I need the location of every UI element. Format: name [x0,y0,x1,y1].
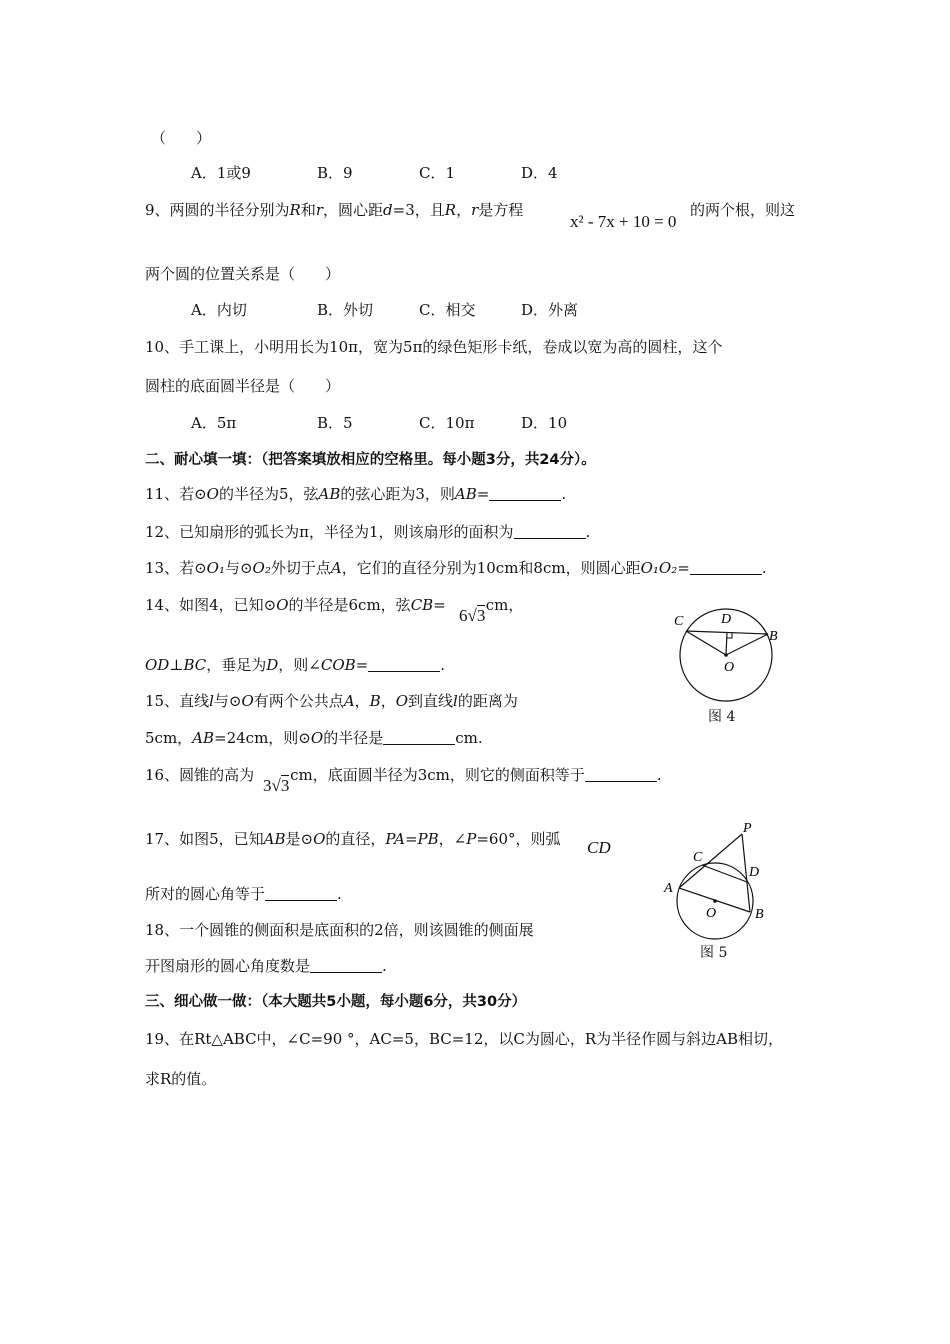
q8-options [191,163,558,183]
q9-option-b: B．外切 [317,301,374,319]
fig4-label-b: B [769,629,778,644]
q17-answer-blank [265,886,337,901]
q11-answer-blank [489,486,561,501]
fig4-label-o: O [724,660,735,675]
q16-sqrt-value: 3√3 [263,776,290,795]
q18-answer-blank [310,958,382,973]
fig5-label-c: C [693,850,703,865]
q10-option-d: D．10 [521,414,568,432]
q10-option-c: C．10π [419,414,475,432]
q10-option-a: A．5π [191,414,237,432]
q10-line2: 圆柱的底面圆半径是（ ） [145,377,341,395]
q10-line1: 10、手工课上，小明用长为10π，宽为5π的绿色矩形卡纸，卷成以宽为高的圆柱，这个 [145,338,723,356]
figure-4-caption: 图 4 [708,709,736,725]
q12-answer-blank [514,524,586,539]
q17-line1: 17、如图5，已知AB是⊙O的直径，PA=PB，∠P=60°，则弧 [145,830,561,848]
q9-options [191,300,578,320]
q9-option-a: A．内切 [191,301,247,319]
q14-line2: OD⊥BC，垂足为D，则∠COB= . [145,656,446,674]
q16: 16、圆锥的高为 cm，底面圆半径为3cm，则它的侧面积等于 . [145,766,662,784]
q18-line1: 18、一个圆锥的侧面积是底面积的2倍，则该圆锥的侧面展 [145,921,534,939]
q8-paren: （ ） [151,129,212,147]
q8-option-b: B．9 [317,164,353,182]
q14-sqrt-value: 6√3 [459,606,486,625]
q14-line1: 14、如图4，已知⊙O的半径是6cm，弦CB= cm， [145,596,524,614]
fig5-label-d: D [749,865,760,880]
q10-option-b: B．5 [317,414,353,432]
q9-option-c: C．相交 [419,301,476,319]
figure-5-caption: 图 5 [700,945,728,961]
fig5-label-a: A [664,881,673,896]
q9-line1-post: 的两个根，则这 [690,201,796,219]
q10-options [191,413,567,433]
q8-option-a: A．1或9 [191,164,251,182]
q9-line1: 9、两圆的半径分别为R和r，圆心距d=3，且R，r是方程 [145,201,524,219]
section-2-heading: 二、耐心填一填：（把答案填放相应的空格里。每小题3分，共24分）。 [145,452,596,468]
fig5-label-o: O [706,906,717,921]
q9-option-d: D．外离 [521,301,579,319]
fig4-label-c: C [674,614,684,629]
q9-line2: 两个圆的位置关系是（ ） [145,265,341,283]
q17-arc-cd: CD [587,838,611,857]
q11: 11、若⊙O的半径为5，弦AB的弦心距为3，则AB= . [145,485,567,503]
fig4-label-d: D [721,612,732,627]
q17-line2: 所对的圆心角等于 . [145,885,342,903]
section-3-heading: 三、细心做一做：（本大题共5小题，每小题6分，共30分） [145,994,527,1010]
q19-line2: 求R的值。 [145,1070,217,1088]
figure-4-diagram [668,607,792,707]
q15-answer-blank [383,730,455,745]
q8-option-c: C．1 [419,164,456,182]
fig5-label-b: B [755,907,764,922]
q14-answer-blank [368,657,440,672]
q15-line1: 15、直线l与⊙O有两个公共点A，B，O到直线l的距离为 [145,692,518,710]
q19-line1: 19、在Rt△ABC中，∠C=90 °，AC=5，BC=12，以C为圆心，R为半径作圆与斜边AB相切， [145,1030,784,1048]
q15-line2: 5cm，AB=24cm，则⊙O的半径是 cm. [145,729,483,747]
q13-answer-blank [690,560,762,575]
q16-answer-blank [585,767,657,782]
figure-5-diagram [660,820,782,944]
q18-line2: 开图扇形的圆心角度数是 . [145,957,387,975]
q9-equation: x² - 7x + 10 = 0 [570,212,677,231]
fig5-label-p: P [743,821,752,836]
q12: 12、已知扇形的弧长为π，半径为1，则该扇形的面积为 . [145,523,591,541]
q13: 13、若⊙O₁与⊙O₂外切于点A，它们的直径分别为10cm和8cm，则圆心距O₁O₂= . [145,559,767,577]
q8-option-d: D．4 [521,164,558,182]
